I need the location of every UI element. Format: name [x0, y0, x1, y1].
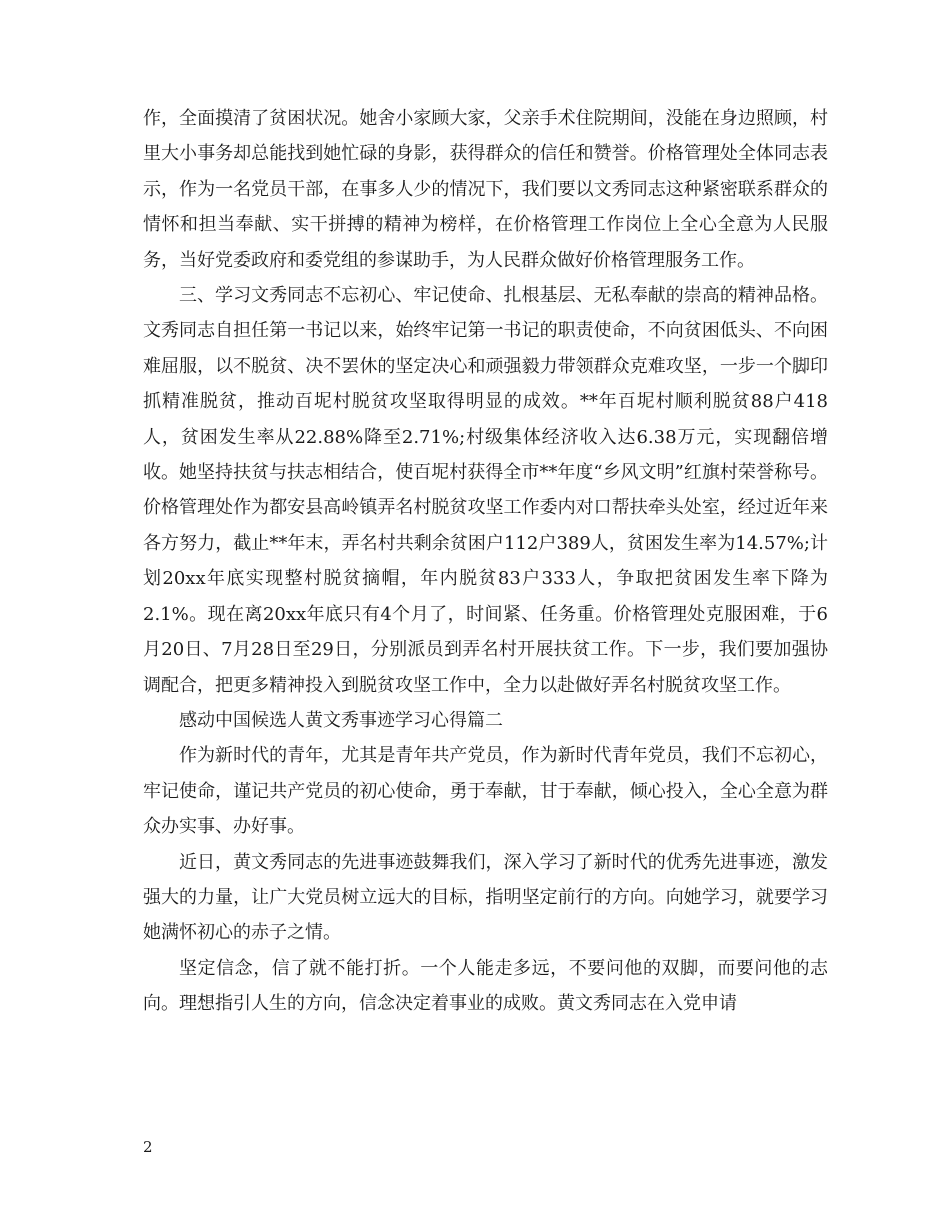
document-body — [143, 101, 828, 1022]
paragraph: 三、学习文秀同志不忘初心、牢记使命、扎根基层、无私奉献的崇高的精神品格。文秀同志自担任第一书记以来，始终牢记第一书记的职责使命，不向贫困低头、不向困难屈服，以不脱贫、决不罢休的坚定决心和顽强毅力带领群众克难攻坚，一步一个脚印抓精准脱贫，推动百坭村脱贫攻坚取得明显的成效。**年百坭村顺利脱贫88户418人，贫困发生率从22.88%降至2.71%;村级集体经济收入达6.38万元，实现翻倍增收。她坚持扶贫与扶志相结合，使百坭村获得全市**年度“乡风文明”红旗村荣誉称号。价格管理处作为都安县高岭镇弄名村脱贫攻坚工作委内对口帮扶牵头处室，经过近年来各方努力，截止**年末，弄名村共剩余贫困户112户389人，贫困发生率为14.57%;计划20xx年底实现整村脱贫摘帽，年内脱贫83户333人，争取把贫困发生率下降为2.1%。现在离20xx年底只有4个月了，时间紧、任务重。价格管理处克服困难，于6月20日、7月28日至29日，分别派员到弄名村开展扶贫工作。下一步，我们要加强协调配合，把更多精神投入到脱贫攻坚工作中，全力以赴做好弄名村脱贫攻坚工作。 — [143, 285, 828, 696]
paragraph: 近日，黄文秀同志的先进事迹鼓舞我们，深入学习了新时代的优秀先进事迹，激发强大的力量，让广大党员树立远大的目标，指明坚定前行的方向。向她学习，就要学习她满怀初心的赤子之情。 — [143, 851, 828, 944]
paragraph: 坚定信念，信了就不能打折。一个人能走多远，不要问他的双脚，而要问他的志向。理想指引人生的方向，信念决定着事业的成败。黄文秀同志在入党申请 — [143, 957, 828, 1015]
paragraph: 作，全面摸清了贫困状况。她舍小家顾大家，父亲手术住院期间，没能在身边照顾，村里大小事务却总能找到她忙碌的身影，获得群众的信任和赞誉。价格管理处全体同志表示，作为一名党员干部，在事多人少的情况下，我们要以文秀同志这种紧密联系群众的情怀和担当奉献、实干拼搏的精神为榜样，在价格管理工作岗位上全心全意为人民服务，当好党委政府和委党组的参谋助手，为人民群众做好价格管理服务工作。 — [143, 108, 828, 271]
page-number: 2 — [143, 1138, 153, 1156]
section-heading: 感动中国候选人黄文秀事迹学习心得篇二 — [179, 709, 503, 731]
paragraph: 作为新时代的青年，尤其是青年共产党员，作为新时代青年党员，我们不忘初心，牢记使命，谨记共产党员的初心使命，勇于奉献，甘于奉献，倾心投入，全心全意为群众办实事、办好事。 — [143, 745, 828, 838]
